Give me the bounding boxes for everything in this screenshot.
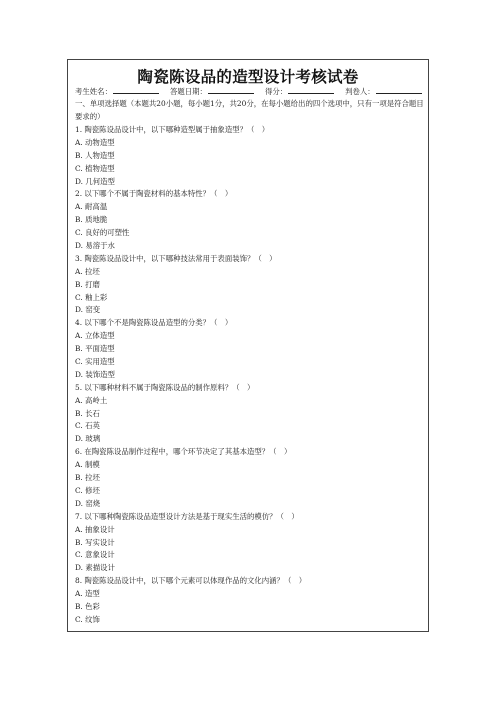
answer-option[interactable]: C. 釉上彩 — [75, 292, 108, 302]
answer-option[interactable]: C. 意象设计 — [75, 550, 115, 560]
answer-option[interactable]: A. 拉坯 — [75, 266, 100, 276]
question-stem: 8. 陶瓷陈设品设计中，以下哪个元素可以体现作品的文化内涵？（ ） — [75, 576, 307, 586]
answer-option[interactable]: B. 色彩 — [75, 601, 100, 611]
answer-option[interactable]: C. 良好的可塑性 — [75, 228, 130, 238]
answer-option[interactable]: C. 纹饰 — [75, 614, 100, 624]
answer-option[interactable]: B. 人物造型 — [75, 150, 115, 160]
question-list — [75, 124, 425, 627]
answer-option[interactable]: A. 动物造型 — [75, 137, 115, 147]
answer-option[interactable]: D. 窑变 — [75, 305, 101, 315]
exam-date-label: 答题日期： — [169, 87, 207, 96]
answer-option[interactable]: D. 装饰造型 — [75, 369, 115, 379]
student-name-blank[interactable] — [113, 85, 159, 94]
answer-option[interactable]: A. 高岭土 — [75, 395, 108, 405]
answer-option[interactable]: C. 石英 — [75, 421, 100, 431]
exam-title: 陶瓷陈设品的造型设计考核试卷 — [137, 68, 359, 86]
answer-option[interactable]: D. 易溶于水 — [75, 241, 115, 251]
answer-option[interactable]: D. 素描设计 — [75, 563, 115, 573]
score-blank[interactable] — [288, 85, 334, 94]
question-stem: 5. 以下哪种材料不属于陶瓷陈设品的制作原料？（ ） — [75, 382, 255, 392]
student-name-label: 考生姓名： — [75, 87, 112, 96]
answer-option[interactable]: C. 植物造型 — [75, 163, 115, 173]
question-stem: 6. 在陶瓷陈设品制作过程中，哪个环节决定了其基本造型？（ ） — [75, 447, 292, 457]
section-instructions: 一、单项选择题（本题共20小题，每小题1分，共20分，在每小题给出的四个选项中，只有一项是符合题目要求的） — [75, 99, 424, 121]
answer-option[interactable]: D. 窑烧 — [75, 498, 101, 508]
exam-date-blank[interactable] — [208, 85, 254, 94]
score-label: 得分： — [264, 87, 288, 96]
exam-info-row — [75, 85, 422, 97]
question-stem: 2. 以下哪个不属于陶瓷材料的基本特性？（ ） — [75, 189, 233, 199]
answer-option[interactable]: A. 立体造型 — [75, 331, 115, 341]
answer-option[interactable]: B. 长石 — [75, 408, 100, 418]
answer-option[interactable]: B. 拉坯 — [75, 473, 100, 483]
answer-option[interactable]: A. 耐高温 — [75, 202, 108, 212]
question-stem: 4. 以下哪个不是陶瓷陈设品造型的分类？（ ） — [75, 318, 233, 328]
answer-option[interactable]: C. 修坯 — [75, 485, 100, 495]
grader-label: 判卷人： — [345, 87, 375, 96]
answer-option[interactable]: D. 几何造型 — [75, 176, 115, 186]
answer-option[interactable]: B. 写实设计 — [75, 537, 115, 547]
answer-option[interactable]: D. 玻璃 — [75, 434, 101, 444]
question-stem: 1. 陶瓷陈设品设计中，以下哪种造型属于抽象造型？（ ） — [75, 125, 270, 134]
answer-option[interactable]: A. 抽象设计 — [75, 524, 115, 534]
grader-blank[interactable] — [376, 85, 422, 94]
answer-option[interactable]: B. 打磨 — [75, 279, 100, 289]
answer-option[interactable]: A. 造型 — [75, 589, 100, 599]
question-stem: 7. 以下哪种陶瓷陈设品造型设计方法是基于现实生活的模仿？（ ） — [75, 511, 299, 521]
question-stem: 3. 陶瓷陈设品设计中，以下哪种技法常用于表面装饰？（ ） — [75, 253, 277, 263]
answer-option[interactable]: C. 实用造型 — [75, 357, 115, 367]
answer-option[interactable]: B. 平面造型 — [75, 344, 115, 354]
answer-option[interactable]: A. 制模 — [75, 460, 100, 470]
answer-option[interactable]: B. 质地脆 — [75, 215, 108, 225]
